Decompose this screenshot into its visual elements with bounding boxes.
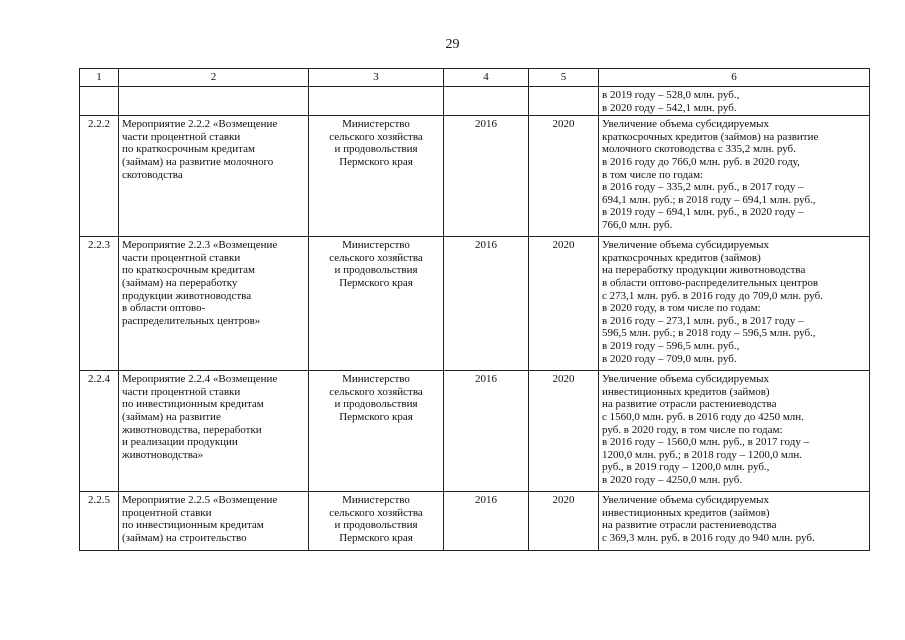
text-line: 766,0 млн. руб. [602,218,673,231]
end-year-cell [529,87,599,116]
executor-cell [309,116,444,237]
text-line: животноводства» [122,448,204,461]
end-year-cell: 2020 [529,116,599,237]
text-line: и реализации продукции [122,436,238,449]
text-line: части процентной ставки [122,385,241,398]
column-header: 5 [529,69,599,87]
text-line: руб. в 2020 году, в том числе по годам: [602,423,783,436]
text-line: (займам) на развитие [122,410,221,423]
continuation-row [80,87,870,116]
text-line: с 369,3 млн. руб. в 2016 году до 940 млн. руб. [602,531,815,544]
text-line: по инвестиционным кредитам [122,519,264,532]
text-line: в 2019 году – 528,0 млн. руб., [602,89,740,101]
text-line: продукции животноводства [122,289,252,302]
text-line: в 2020 году – 709,0 млн. руб. [602,352,737,365]
text-line: части процентной ставки [122,130,241,143]
text-line: 694,1 млн. руб.; в 2018 году – 694,1 млн. руб., [602,193,816,206]
table-row [80,237,870,371]
text-line: в том числе по годам: [602,168,704,181]
table-row [80,492,870,551]
text-line: по инвестиционным кредитам [122,398,264,411]
text-line: Пермского края [339,155,413,168]
text-line: Пермского края [339,410,413,423]
end-year-cell: 2020 [529,371,599,492]
text-line: с 273,1 млн. руб. в 2016 году до 709,0 млн. руб. [602,289,823,302]
text-line: краткосрочных кредитов (займов) на развитие [602,130,819,143]
text-line: и продовольствия [334,398,418,411]
table-row [80,371,870,492]
measure-name-cell [119,371,309,492]
text-line: (займам) на переработку [122,276,238,289]
expected-result-cell [599,116,870,237]
executor-cell [309,371,444,492]
text-line: на развитие отрасли растениеводства [602,519,777,532]
text-line: Увеличение объема субсидируемых [602,239,770,252]
text-line: в 2016 году – 335,2 млн. руб., в 2017 году – [602,181,804,194]
text-line: Министерство [342,239,410,252]
measure-name-cell [119,87,309,116]
text-line: в 2020 году, в том числе по годам: [602,302,761,315]
expected-result-cell [599,87,870,116]
text-line: части процентной ставки [122,251,241,264]
text-line: краткосрочных кредитов (займов) [602,251,761,264]
text-line: скотоводства [122,168,183,181]
text-line: Мероприятие 2.2.2 «Возмещение [122,118,278,131]
executor-cell [309,87,444,116]
expected-result-cell [599,237,870,371]
start-year-cell [444,87,529,116]
text-line: в 2016 году до 766,0 млн. руб. в 2020 году, [602,155,800,168]
text-line: Пермского края [339,531,413,544]
page-number: 29 [445,37,460,52]
text-line: и продовольствия [334,519,418,532]
column-header: 4 [444,69,529,87]
expected-result-cell [599,371,870,492]
text-line: в 2020 году – 4250,0 млн. руб. [602,473,743,486]
number-cell: 2.2.3 [80,237,119,371]
text-line: по краткосрочным кредитам [122,264,255,277]
text-line: Увеличение объема субсидируемых [602,494,770,507]
text-line: в 2019 году – 694,1 млн. руб., в 2020 году – [602,206,804,219]
text-line: руб., в 2019 году – 1200,0 млн. руб., [602,461,770,474]
text-line: на развитие отрасли растениеводства [602,398,777,411]
end-year-cell: 2020 [529,237,599,371]
text-line: Министерство [342,494,410,507]
measures-table [79,68,870,551]
text-line: и продовольствия [334,264,418,277]
number-cell: 2.2.4 [80,371,119,492]
text-line: сельского хозяйства [329,130,423,143]
executor-cell [309,237,444,371]
text-line: сельского хозяйства [329,506,423,519]
text-line: по краткосрочным кредитам [122,143,255,156]
text-line: (займам) на развитие молочного [122,155,274,168]
measure-name-cell [119,492,309,551]
column-header: 6 [599,69,870,87]
text-line: Мероприятие 2.2.4 «Возмещение [122,373,278,386]
text-line: в области оптово- [122,302,206,315]
text-line: (займам) на строительство [122,531,247,544]
text-line: на переработку продукции животноводства [602,264,806,277]
text-line: инвестиционных кредитов (займов) [602,385,770,398]
text-line: инвестиционных кредитов (займов) [602,506,770,519]
text-line: Пермского края [339,276,413,289]
text-line: процентной ставки [122,506,212,519]
text-line: в 2020 году – 542,1 млн. руб. [602,101,737,114]
text-line: Министерство [342,118,410,131]
column-header: 3 [309,69,444,87]
end-year-cell: 2020 [529,492,599,551]
text-line: в 2019 году – 596,5 млн. руб., [602,339,740,352]
text-line: в области оптово-распределительных центров [602,276,819,289]
text-line: с 1560,0 млн. руб. в 2016 году до 4250 млн. [602,410,804,423]
column-header: 2 [119,69,309,87]
number-cell [80,87,119,116]
column-header-row [80,69,870,87]
text-line: распределительных центров» [122,314,261,327]
column-header: 1 [80,69,119,87]
text-line: Увеличение объема субсидируемых [602,118,770,131]
text-line: молочного скотоводства с 335,2 млн. руб. [602,143,796,156]
text-line: в 2016 году – 1560,0 млн. руб., в 2017 году – [602,436,810,449]
text-line: Мероприятие 2.2.5 «Возмещение [122,494,278,507]
number-cell: 2.2.2 [80,116,119,237]
start-year-cell: 2016 [444,492,529,551]
text-line: животноводства, переработки [122,423,262,436]
text-line: сельского хозяйства [329,385,423,398]
text-line: 1200,0 млн. руб.; в 2018 году – 1200,0 млн. [602,448,802,461]
text-line: сельского хозяйства [329,251,423,264]
start-year-cell: 2016 [444,237,529,371]
text-line: Увеличение объема субсидируемых [602,373,770,386]
number-cell: 2.2.5 [80,492,119,551]
text-line: и продовольствия [334,143,418,156]
start-year-cell: 2016 [444,371,529,492]
text-line: Министерство [342,373,410,386]
measure-name-cell [119,237,309,371]
text-line: в 2016 году – 273,1 млн. руб., в 2017 году – [602,314,804,327]
text-line: 596,5 млн. руб.; в 2018 году – 596,5 млн. руб., [602,327,816,340]
text-line: Мероприятие 2.2.3 «Возмещение [122,239,278,252]
table-row [80,116,870,237]
expected-result-cell [599,492,870,551]
start-year-cell: 2016 [444,116,529,237]
executor-cell [309,492,444,551]
measure-name-cell [119,116,309,237]
